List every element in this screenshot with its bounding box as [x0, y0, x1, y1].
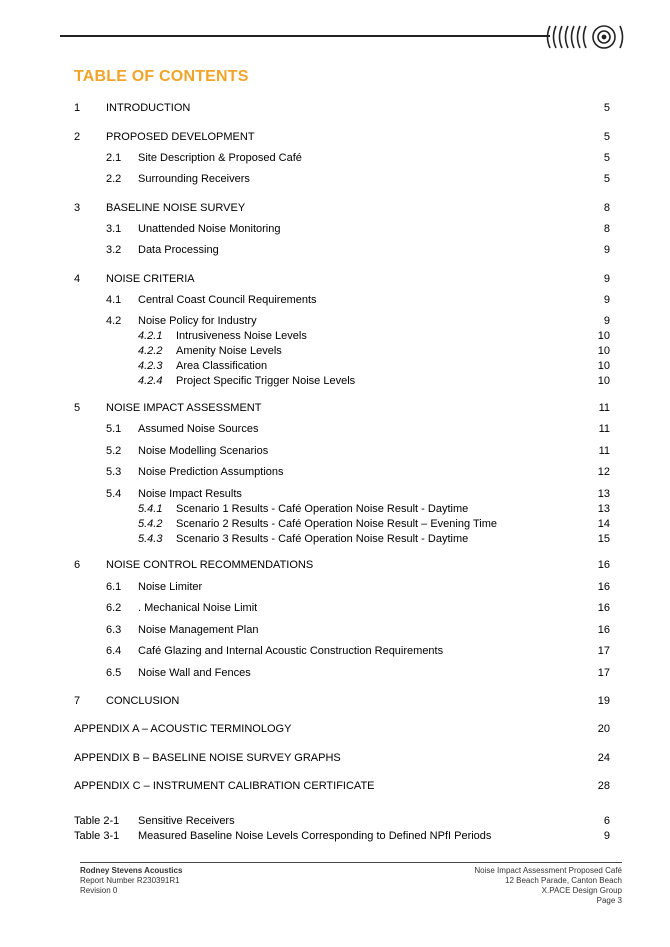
entry-number: 4.2.4 — [138, 375, 163, 387]
entry-page: 17 — [597, 667, 610, 679]
entry-title: Scenario 2 Results - Café Operation Noise Result – Evening Time — [176, 518, 497, 530]
header-rule — [60, 35, 550, 37]
entry-page: 9 — [603, 315, 610, 327]
toc-entry[interactable] — [74, 359, 610, 374]
entry-title: Noise Impact Results — [138, 488, 242, 500]
entry-page: 16 — [597, 624, 610, 636]
toc-entry[interactable] — [74, 829, 610, 844]
entry-number: 5.4.3 — [138, 533, 163, 545]
entry-number: 6 — [74, 559, 81, 571]
entry-title: CONCLUSION — [106, 695, 180, 707]
entry-title: APPENDIX B – BASELINE NOISE SURVEY GRAPHS — [74, 752, 341, 764]
entry-title: Noise Wall and Fences — [138, 667, 251, 679]
page-title: TABLE OF CONTENTS — [74, 68, 249, 85]
entry-page: 5 — [603, 173, 610, 185]
entry-page: 9 — [603, 294, 610, 306]
entry-number: 4.2.2 — [138, 345, 163, 357]
toc-entry[interactable] — [74, 694, 610, 709]
toc-entry[interactable] — [74, 517, 610, 532]
entry-page: 28 — [597, 780, 610, 792]
entry-title: APPENDIX A – ACOUSTIC TERMINOLOGY — [74, 723, 292, 735]
footer-address: 12 Beach Parade, Canton Beach — [505, 876, 622, 885]
entry-number: 6.2 — [106, 602, 122, 614]
toc-entry[interactable] — [74, 422, 610, 437]
toc-entry[interactable] — [74, 222, 610, 237]
entry-title: Measured Baseline Noise Levels Corresponding to Defined NPfI Periods — [138, 830, 492, 842]
entry-title: Noise Policy for Industry — [138, 315, 257, 327]
entry-page: 8 — [603, 223, 610, 235]
toc-entry[interactable] — [74, 101, 610, 116]
entry-page: 16 — [597, 559, 610, 571]
toc-entry[interactable] — [74, 558, 610, 573]
toc-entry[interactable] — [74, 172, 610, 187]
entry-title: Café Glazing and Internal Acoustic Construction Requirements — [138, 645, 444, 657]
entry-page: 10 — [597, 345, 610, 357]
toc-entry[interactable] — [74, 201, 610, 216]
toc-entry[interactable] — [74, 623, 610, 638]
entry-title: NOISE CRITERIA — [106, 273, 195, 285]
entry-number: 5.2 — [106, 445, 122, 457]
entry-number: 5.4.2 — [138, 518, 163, 530]
entry-page: 5 — [603, 131, 610, 143]
entry-page: 10 — [597, 330, 610, 342]
toc-entry[interactable] — [74, 272, 610, 287]
entry-number: 5.3 — [106, 466, 122, 478]
toc-entry[interactable] — [74, 374, 610, 389]
entry-title: PROPOSED DEVELOPMENT — [106, 131, 255, 143]
entry-number: 2 — [74, 131, 81, 143]
entry-number: 3 — [74, 202, 81, 214]
entry-title: Amenity Noise Levels — [176, 345, 282, 357]
toc-entry[interactable] — [74, 344, 610, 359]
entry-number: 5.4 — [106, 488, 122, 500]
entry-number: 3.1 — [106, 223, 122, 235]
entry-title: Data Processing — [138, 244, 219, 256]
entry-number: 3.2 — [106, 244, 122, 256]
toc-entry[interactable] — [74, 465, 610, 480]
entry-title: Noise Modelling Scenarios — [138, 445, 269, 457]
toc-entry[interactable] — [74, 601, 610, 616]
entry-number: 6.1 — [106, 581, 122, 593]
entry-title: Site Description & Proposed Café — [138, 152, 302, 164]
toc-entry[interactable] — [74, 751, 610, 766]
entry-page: 9 — [603, 273, 610, 285]
entry-page: 16 — [597, 602, 610, 614]
toc-entry[interactable] — [74, 487, 610, 502]
entry-title: Scenario 3 Results - Café Operation Noise Result - Daytime — [176, 533, 469, 545]
entry-number: 4.1 — [106, 294, 122, 306]
toc-entry[interactable] — [74, 130, 610, 145]
toc-entry[interactable] — [74, 779, 610, 794]
toc-entry[interactable] — [74, 401, 610, 416]
entry-title: Noise Management Plan — [138, 624, 259, 636]
entry-title: Area Classification — [176, 360, 268, 372]
toc-entry[interactable] — [74, 580, 610, 595]
entry-title: Noise Limiter — [138, 581, 203, 593]
entry-title: NOISE IMPACT ASSESSMENT — [106, 402, 262, 414]
footer-revision: Revision 0 — [80, 886, 118, 895]
entry-number: 4.2.3 — [138, 360, 163, 372]
entry-page: 9 — [603, 830, 610, 842]
footer-rule — [80, 862, 622, 863]
toc-entry[interactable] — [74, 722, 610, 737]
entry-page: 8 — [603, 202, 610, 214]
entry-number: 4.2.1 — [138, 330, 163, 342]
footer-doc-title: Noise Impact Assessment Proposed Café — [474, 866, 622, 875]
footer-right — [474, 866, 622, 906]
toc-entry[interactable] — [74, 293, 610, 308]
entry-number: 2.2 — [106, 173, 122, 185]
entry-number: 4 — [74, 273, 81, 285]
entry-page: 5 — [603, 102, 610, 114]
entry-number: 6.3 — [106, 624, 122, 636]
entry-title: Scenario 1 Results - Café Operation Noise Result - Daytime — [176, 503, 469, 515]
entry-page: 14 — [597, 518, 610, 530]
entry-page: 11 — [598, 445, 610, 457]
entry-title: BASELINE NOISE SURVEY — [106, 202, 246, 214]
entry-number: 5 — [74, 402, 81, 414]
entry-title: Assumed Noise Sources — [138, 423, 259, 435]
entry-page: 13 — [597, 503, 610, 515]
entry-page: 16 — [597, 581, 610, 593]
entry-number: 4.2 — [106, 315, 122, 327]
entry-number: 6.4 — [106, 645, 122, 657]
entry-number: 5.4.1 — [138, 503, 163, 515]
entry-page: 10 — [597, 375, 610, 387]
toc-entry[interactable] — [74, 243, 610, 258]
toc-entry[interactable] — [74, 314, 610, 329]
entry-page: 6 — [603, 815, 610, 827]
entry-page: 15 — [597, 533, 610, 545]
entry-title: Surrounding Receivers — [138, 173, 250, 185]
entry-page: 11 — [598, 402, 610, 414]
entry-title: NOISE CONTROL RECOMMENDATIONS — [106, 559, 314, 571]
entry-title: Noise Prediction Assumptions — [138, 466, 284, 478]
entry-page: 24 — [597, 752, 610, 764]
entry-title: APPENDIX C – INSTRUMENT CALIBRATION CERTIFICATE — [74, 780, 375, 792]
toc-entry[interactable] — [74, 329, 610, 344]
entry-number: 7 — [74, 695, 81, 707]
footer-client: X.PACE Design Group — [541, 886, 622, 895]
footer-page: Page 3 — [596, 896, 622, 905]
entry-page: 9 — [603, 244, 610, 256]
toc-entry[interactable] — [74, 502, 610, 517]
entry-number: 2.1 — [106, 152, 122, 164]
entry-title: Unattended Noise Monitoring — [138, 223, 281, 235]
entry-page: 20 — [597, 723, 610, 735]
entry-page: 10 — [597, 360, 610, 372]
footer-left — [80, 866, 182, 896]
toc-entry[interactable] — [74, 151, 610, 166]
toc-entry[interactable] — [74, 532, 610, 547]
toc-entry[interactable] — [74, 814, 610, 829]
entry-page: 11 — [598, 423, 610, 435]
entry-title: Project Specific Trigger Noise Levels — [176, 375, 356, 387]
footer-company: Rodney Stevens Acoustics — [80, 866, 183, 875]
entry-number: 6.5 — [106, 667, 122, 679]
entry-page: 12 — [597, 466, 610, 478]
footer-report-number: Report Number R230391R1 — [80, 876, 180, 885]
entry-title: INTRODUCTION — [106, 102, 191, 114]
entry-title: Intrusiveness Noise Levels — [176, 330, 307, 342]
entry-title: Sensitive Receivers — [138, 815, 235, 827]
entry-number: 1 — [74, 102, 81, 114]
entry-page: 5 — [603, 152, 610, 164]
entry-title: Central Coast Council Requirements — [138, 294, 317, 306]
entry-number: Table 2-1 — [74, 815, 120, 827]
sound-wave-logo-icon — [542, 20, 642, 54]
entry-number: Table 3-1 — [74, 830, 120, 842]
toc-entry[interactable] — [74, 666, 610, 681]
toc-entry[interactable] — [74, 644, 610, 659]
entry-page: 13 — [597, 488, 610, 500]
entry-page: 17 — [597, 645, 610, 657]
toc-entry[interactable] — [74, 444, 610, 459]
entry-page: 19 — [597, 695, 610, 707]
entry-title: . Mechanical Noise Limit — [138, 602, 258, 614]
entry-number: 5.1 — [106, 423, 122, 435]
